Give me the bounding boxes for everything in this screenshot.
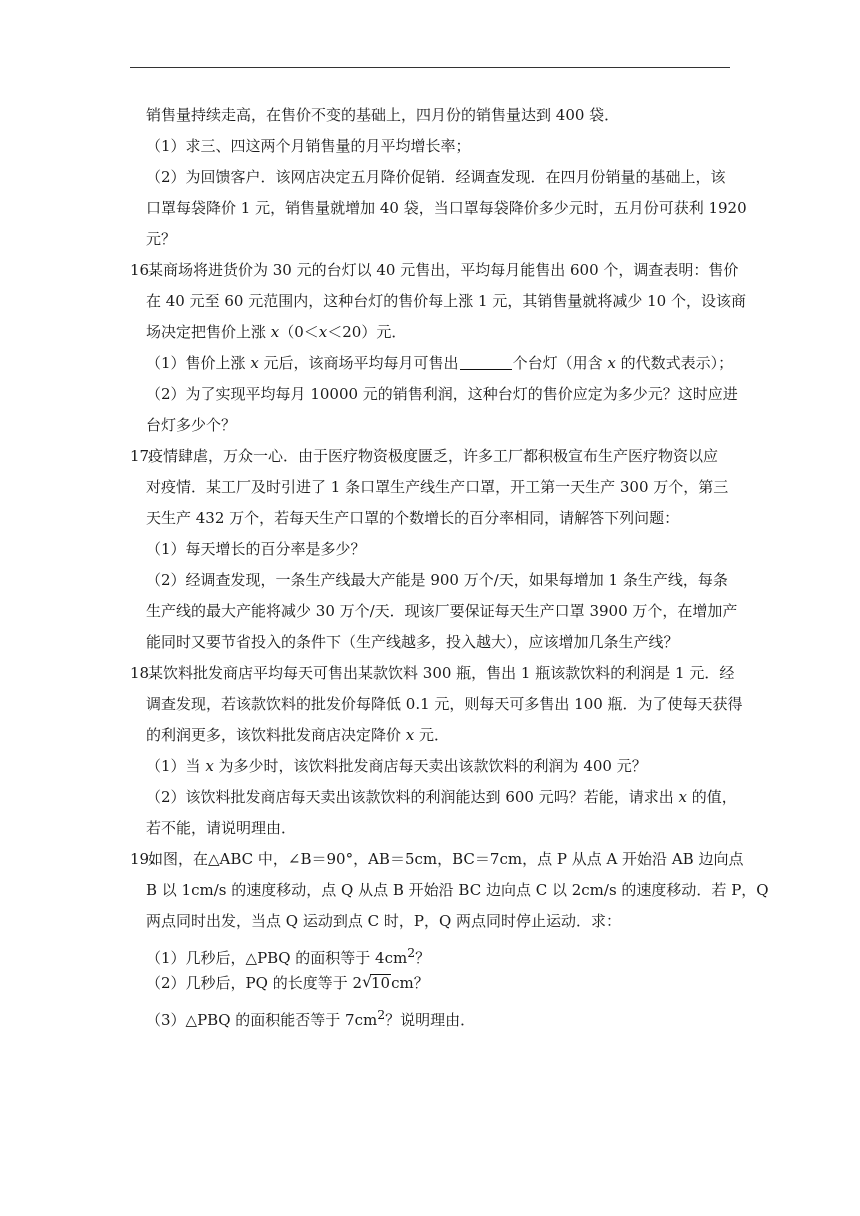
answer-blank — [460, 354, 512, 370]
problem-19-question-1: （1）几秒后，△PBQ 的面积等于 $4cm^2$？ — [146, 945, 431, 967]
problem-18-number: 18. — [130, 664, 154, 682]
problem-18-text: 某饮料批发商店平均每天可售出某款饮料 300 瓶，售出 1 瓶该款饮料的利润是 1 元．经 — [148, 664, 735, 682]
header-rule — [130, 67, 730, 68]
problem-17-text: 疫情肆虐，万众一心．由于医疗物资极度匮乏，许多工厂都积极宣布生产医疗物资以应 — [148, 447, 719, 465]
problem-17 — [130, 441, 732, 472]
problem-19-line-3: 两点同时出发，当点 Q 运动到点 C 时，P，Q 两点同时停止运动．求： — [146, 912, 622, 930]
problem-18-question-2: （2）该饮料批发商店每天卖出该款饮料的利润能达到 600 元吗？若能，请求出 x 的值， — [146, 788, 737, 806]
problem-17-line-2: 对疫情．某工厂及时引进了 1 条口罩生产线生产口罩，开工第一天生产 300 万个，第三 — [146, 478, 729, 496]
square-root: √ 10 — [362, 972, 391, 992]
problem-15-question-2-line-2: 口罩每袋降价 1 元，销售量就增加 40 袋，当口罩每袋降价多少元时，五月份可获利 1920 — [146, 199, 747, 217]
problem-16-question-2: （2）为了实现平均每月 10000 元的销售利润，这种台灯的售价应定为多少元？这时应进 — [146, 385, 738, 403]
problem-15-question-2-line-3: 元？ — [146, 230, 177, 248]
problem-16-text: 某商场将进货价为 30 元的台灯以 40 元售出，平均每月能售出 600 个，调查表明：售价 — [148, 261, 739, 279]
problem-17-number: 17. — [130, 447, 154, 465]
problem-17-question-2-line-3: 能同时又要节省投入的条件下（生产线越多，投入越大），应该增加几条生产线？ — [146, 633, 679, 651]
problem-16-line-2: 在 40 元至 60 元范围内，这种台灯的售价每上涨 1 元，其销售量就将减少 10 个，设该商 — [146, 292, 746, 310]
problem-15-question-1: （1）求三、四这两个月销售量的月平均增长率； — [146, 137, 471, 155]
problem-16-number: 16. — [130, 261, 154, 279]
problem-19-line-2: B 以 1cm/s 的速度移动，点 Q 从点 B 开始沿 BC 边向点 C 以 2cm/s 的速度移动．若 P，Q — [146, 881, 769, 899]
problem-17-question-2: （2）经调查发现，一条生产线最大产能是 900 万个/天，如果每增加 1 条生产线，每条 — [146, 571, 728, 589]
problem-17-line-3: 天生产 432 万个，若每天生产口罩的个数增长的百分率相同，请解答下列问题： — [146, 509, 680, 527]
page-content — [130, 100, 769, 1030]
problem-17-question-1: （1）每天增长的百分率是多少？ — [146, 540, 366, 558]
problem-16-question-1: （1）售价上涨 x 元后，该商场平均每月可售出 个台灯（用含 x 的代数式表示）； — [146, 354, 734, 372]
problem-17-question-2-line-2: 生产线的最大产能将减少 30 万个/天．现该厂要保证每天生产口罩 3900 万个，在增加产 — [146, 602, 738, 620]
problem-18-question-2-line-2: 若不能，请说明理由． — [146, 819, 297, 837]
problem-18-question-1: （1）当 x 为多少时，该饮料批发商店每天卖出该款饮料的利润为 400 元？ — [146, 757, 647, 775]
problem-15-text: 销售量持续走高，在售价不变的基础上，四月份的销售量达到 400 袋． — [146, 106, 620, 124]
problem-19 — [130, 844, 744, 875]
problem-18 — [130, 658, 735, 689]
problem-19-question-2: （2）几秒后，PQ 的长度等于 2 √ 10cm？ — [130, 968, 732, 999]
problem-15-question-2: （2）为回馈客户．该网店决定五月降价促销．经调查发现．在四月份销量的基础上，该 — [146, 168, 726, 186]
problem-18-line-2: 调查发现，若该款饮料的批发价每降低 0.1 元，则每天可多售出 100 瓶．为了使每天获得 — [146, 695, 743, 713]
problem-16-line-3: 场决定把售价上涨 x（0＜x＜20）元． — [146, 323, 407, 341]
problem-19-number: 19. — [130, 850, 154, 868]
problem-18-line-3: 的利润更多，该饮料批发商店决定降价 x 元． — [146, 726, 450, 744]
problem-16-question-2-line-2: 台灯多少个？ — [146, 416, 237, 434]
problem-16 — [130, 255, 739, 286]
problem-19-question-3: （3）△PBQ 的面积能否等于 $7cm^2$？说明理由． — [146, 1007, 476, 1029]
problem-19-text: 如图，在△ABC 中，∠B＝90°，AB＝5cm，BC＝7cm，点 P 从点 A 开始沿 AB 边向点 — [148, 850, 744, 868]
